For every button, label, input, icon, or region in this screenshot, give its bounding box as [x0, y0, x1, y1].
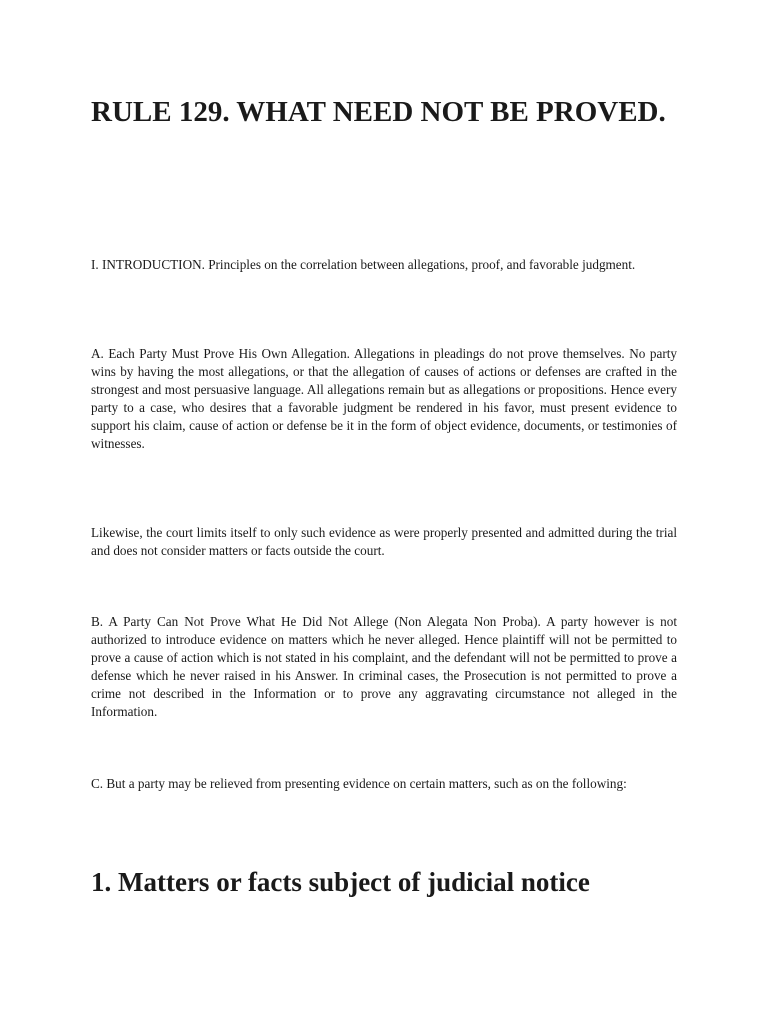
section-heading-judicial-notice: 1. Matters or facts subject of judicial notice [91, 867, 590, 897]
paragraph-section-b: B. A Party Can Not Prove What He Did Not Allege (Non Alegata Non Proba). A party however is not authorized to introduce evidence on matters which he never alleged. Hence plaintiff will not be permitted to prove a cause of action which is not stated in his complaint, and the defendant will not be permitted to prove a defense which he never raised in his Answer. In criminal cases, the Prosecution is not permitted to prove a crime not described in the Information or to prove any aggravating circumstance not alleged in the Information. [91, 614, 677, 719]
paragraph-section-a: A. Each Party Must Prove His Own Allegation. Allegations in pleadings do not prove themselves. No party wins by having the most allegations, or that the allegation of causes of actions or defenses are crafted in the strongest and most persuasive language. All allegations remain but as allegations or propositions. Hence every party to a case, who desires that a favorable judgment be rendered in his favor, must present evidence to support his claim, cause of action or defense be it in the form of object evidence, documents, or testimonies of witnesses. [91, 346, 677, 451]
paragraph-introduction: I. INTRODUCTION. Principles on the correlation between allegations, proof, and favorable judgment. [91, 257, 636, 272]
paragraph-section-c: C. But a party may be relieved from presenting evidence on certain matters, such as on the following: [91, 776, 627, 791]
paragraph-likewise: Likewise, the court limits itself to only such evidence as were properly presented and admitted during the trial and does not consider matters or facts outside the court. [91, 525, 677, 558]
document-title: RULE 129. WHAT NEED NOT BE PROVED. [91, 96, 666, 128]
